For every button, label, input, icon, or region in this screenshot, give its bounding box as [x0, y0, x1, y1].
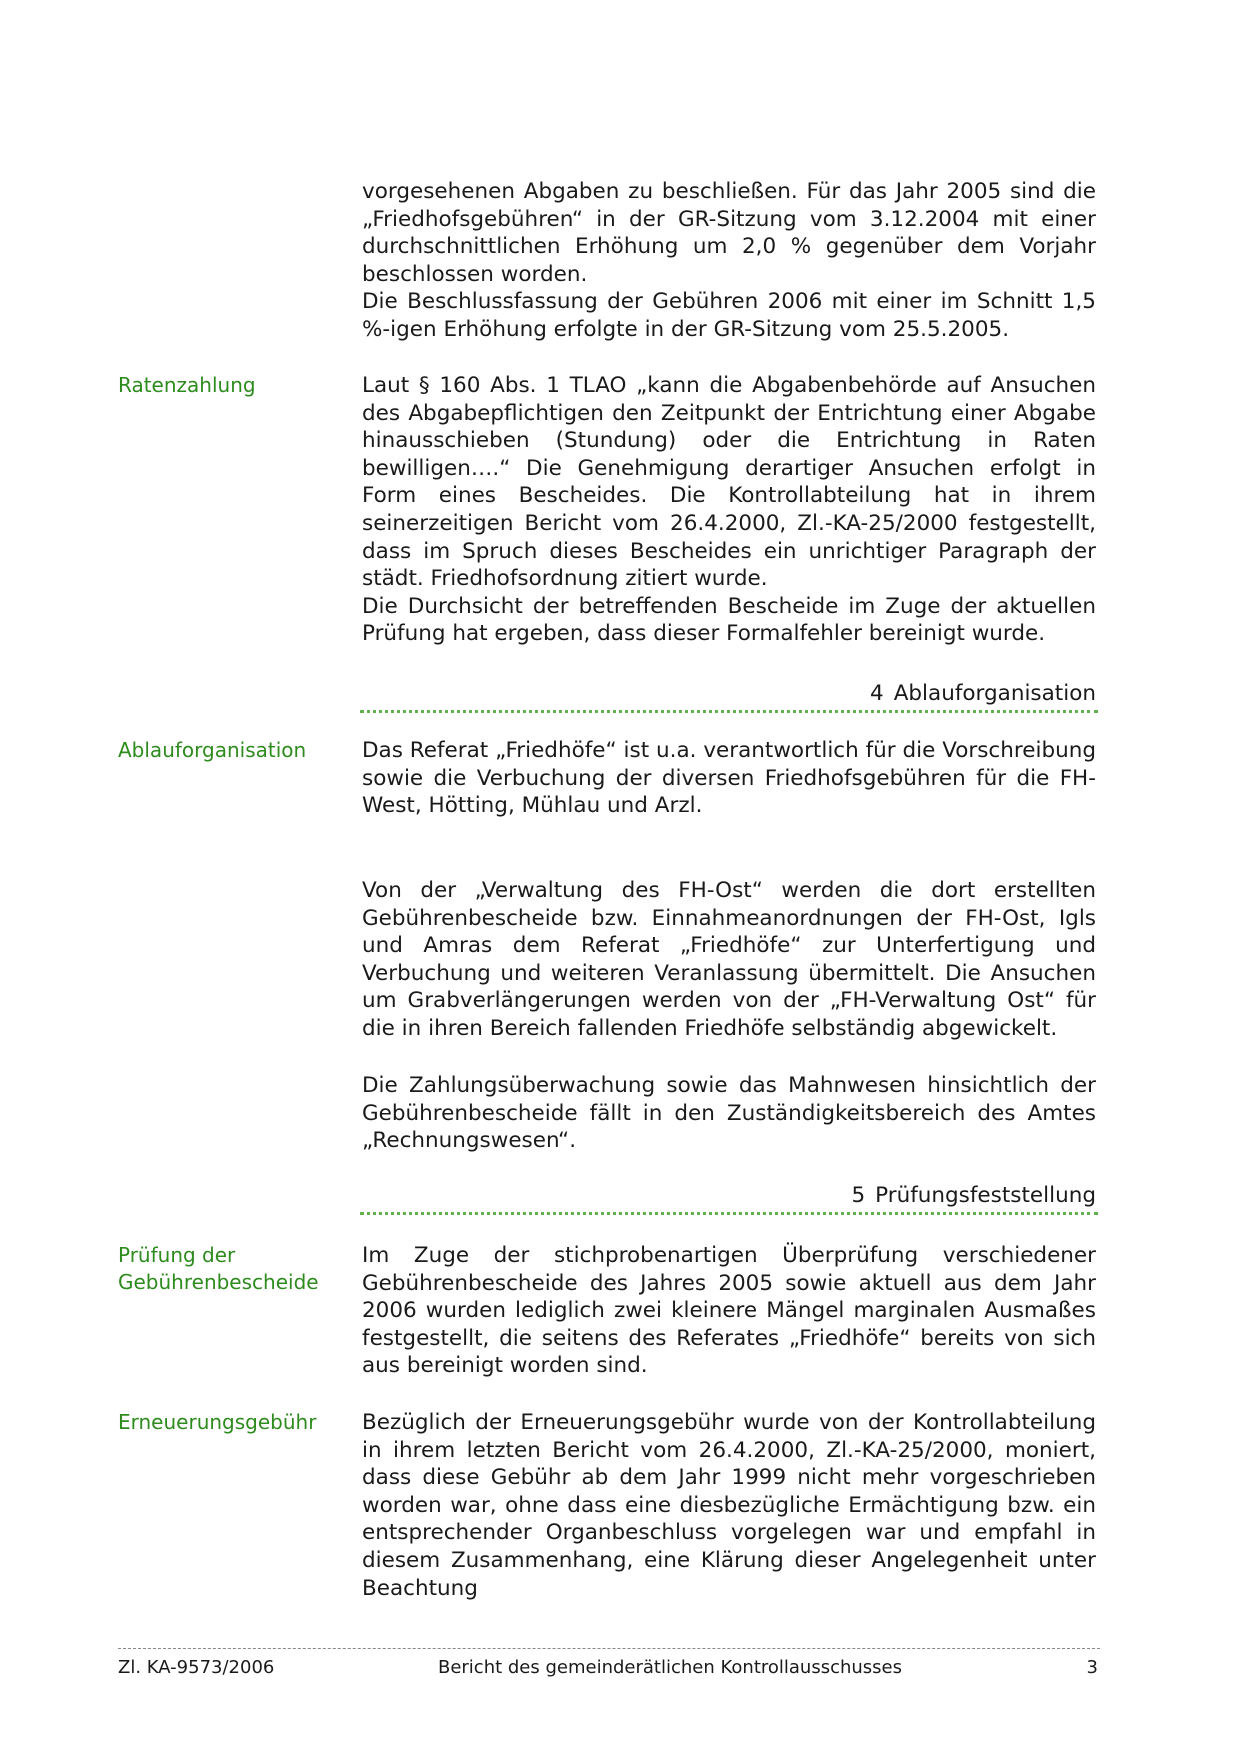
paragraph: Die Durchsicht der betreffenden Bescheide im Zuge der aktuellen Prüfung hat ergeben, dass dieser Formalfehler bereinigt wurde. [362, 593, 1096, 647]
erneuerung-text [362, 1409, 1096, 1602]
footer-title: Bericht des gemeinderätlichen Kontrollausschusses [437, 1657, 903, 1678]
chapter-rule [360, 710, 1098, 713]
paragraph: Bezüglich der Erneuerungsgebühr wurde von der Kontrollabteilung in ihrem letzten Bericht vom 26.4.2000, Zl.-KA-25/2000, moniert, dass diese Gebühr ab dem Jahr 1999 nicht mehr vorgeschrieben worden war, ohne dass eine diesbezügliche Ermächtigung bzw. ein entsprechender Organbeschluss vorgelegen war und empfahl in diesem Zusammenhang, eine Klärung dieser Angelegenheit unter Beachtung [362, 1410, 1096, 1601]
chapter-number: 4 [870, 681, 884, 706]
paragraph: Das Referat „Friedhöfe“ ist u.a. verantwortlich für die Vorschreibung sowie die Verbuchung der diversen Friedhofsgebühren für die FH-West, Hötting, Mühlau und Arzl. [362, 738, 1096, 819]
side-label-ablauforganisation: Ablauforganisation [118, 738, 307, 762]
chapter-title: Ablauforganisation [893, 681, 1096, 706]
chapter-title: Prüfungsfeststellung [875, 1183, 1096, 1208]
footer-rule [118, 1648, 1100, 1649]
ablauf-text-2 [362, 877, 1096, 1043]
paragraph: Die Zahlungsüberwachung sowie das Mahnwesen hinsichtlich der Gebührenbescheide fällt in den Zuständigkeitsbereich des Amtes „Rechnungswesen“. [362, 1073, 1096, 1154]
ablauf-text-1 [362, 737, 1096, 820]
footer-reference: Zl. KA-9573/2006 [118, 1657, 275, 1678]
side-label-ratenzahlung: Ratenzahlung [118, 373, 256, 397]
ablauf-text-3 [362, 1072, 1096, 1155]
ratenzahlung-text [362, 372, 1096, 648]
side-label-line: Gebührenbescheide [118, 1270, 319, 1294]
chapter-heading-5 [362, 1182, 1096, 1209]
paragraph: Im Zuge der stichprobenartigen Überprüfung verschiedener Gebührenbescheide des Jahres 2005 sowie aktuell aus dem Jahr 2006 wurden lediglich zwei kleinere Mängel marginalen Ausmaßes festgestellt, die seitens des Referates „Friedhöfe“ bereits von sich aus bereinigt worden sind. [362, 1243, 1096, 1379]
intro-text [362, 178, 1096, 344]
pruefung-text [362, 1242, 1096, 1380]
paragraph: vorgesehenen Abgaben zu beschließen. Für das Jahr 2005 sind die „Friedhofsgebühren“ in der GR-Sitzung vom 3.12.2004 mit einer durchschnittlichen Erhöhung um 2,0 % gegenüber dem Vorjahr beschlossen worden. [362, 179, 1096, 287]
paragraph: Von der „Verwaltung des FH-Ost“ werden die dort erstellten Gebührenbescheide bzw. Einnahmeanordnungen der FH-Ost, Igls und Amras dem Referat „Friedhöfe“ zur Unterfertigung und Verbuchung und weiteren Veranlassung übermittelt. Die Ansuchen um Grabverlängerungen werden von der „FH-Verwaltung Ost“ für die in ihren Bereich fallenden Friedhöfe selbständig abgewickelt. [362, 878, 1096, 1041]
side-label-erneuerung: Erneuerungsgebühr [118, 1410, 317, 1434]
chapter-number: 5 [851, 1183, 866, 1208]
page-number: 3 [1086, 1657, 1098, 1678]
chapter-rule [360, 1212, 1098, 1215]
side-label-line: Prüfung der [118, 1243, 236, 1267]
paragraph: Laut § 160 Abs. 1 TLAO „kann die Abgabenbehörde auf Ansuchen des Abgabepflichtigen den Zeitpunkt der Entrichtung einer Abgabe hinausschieben (Stundung) oder die Entrichtung in Raten bewilligen….“ Die Genehmigung derartiger Ansuchen erfolgt in Form eines Bescheides. Die Kontrollabteilung hat in ihrem seinerzeitigen Bericht vom 26.4.2000, Zl.-KA-25/2000 festgestellt, dass im Spruch dieses Bescheides ein unrichtiger Paragraph der städt. Friedhofsordnung zitiert wurde. [362, 373, 1096, 592]
chapter-heading-4 [362, 680, 1096, 707]
side-label-pruefung [118, 1242, 348, 1296]
paragraph: Die Beschlussfassung der Gebühren 2006 mit einer im Schnitt 1,5 %-igen Erhöhung erfolgte in der GR-Sitzung vom 25.5.2005. [362, 289, 1096, 342]
